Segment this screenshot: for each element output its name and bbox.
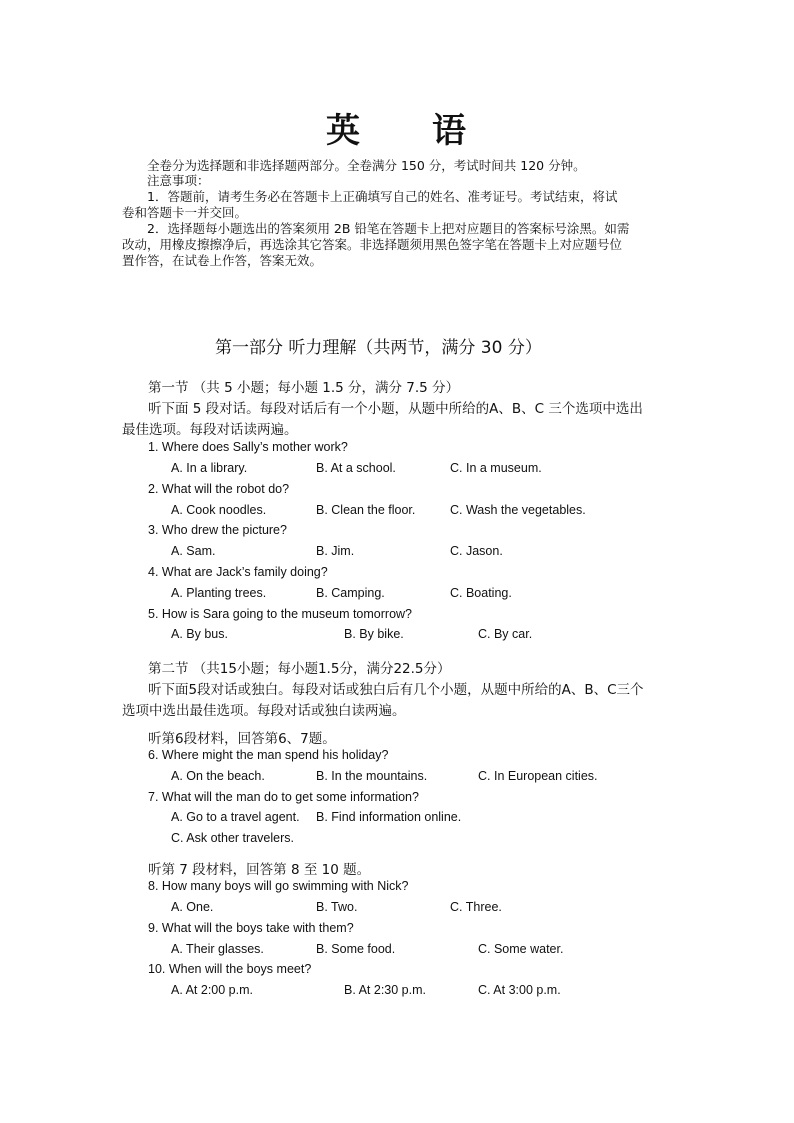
section1-instruction-line2: 最佳选项。每段对话读两遍。	[122, 422, 298, 438]
q10-option-b: B. At 2:30 p.m.	[344, 983, 426, 997]
q10-option-a: A. At 2:00 p.m.	[171, 983, 253, 997]
q7-option-c: C. Ask other travelers.	[171, 831, 294, 845]
section2-instruction-line2: 选项中选出最佳选项。每段对话或独白读两遍。	[122, 703, 406, 719]
notice-item2-line2: 改动，用橡皮擦擦净后，再选涂其它答案。非选择题须用黑色签字笔在答题卡上对应题号位	[122, 237, 623, 252]
title-char-2: 语	[432, 111, 468, 151]
q2-option-b: B. Clean the floor.	[316, 503, 416, 517]
notice-intro: 全卷分为选择题和非选择题两部分。全卷满分 150 分，考试时间共 120 分钟。	[147, 158, 586, 173]
part1-title: 第一部分 听力理解（共两节，满分 30 分）	[215, 338, 542, 358]
question-4: 4. What are Jack’s family doing?	[148, 565, 328, 579]
section2-title: 第二节 （共15小题；每小题1.5分，满分22.5分）	[148, 661, 451, 677]
notice-item1-line1: 1．答题前，请考生务必在答题卡上正确填写自己的姓名、准考证号。考试结束，将试	[147, 189, 618, 204]
question-8: 8. How many boys will go swimming with Nick?	[148, 879, 409, 893]
question-6: 6. Where might the man spend his holiday?	[148, 748, 389, 762]
q1-option-a: A. In a library.	[171, 461, 248, 475]
question-7: 7. What will the man do to get some information?	[148, 790, 419, 804]
question-1: 1. Where does Sally’s mother work?	[148, 440, 348, 454]
section1-title: 第一节 （共 5 小题；每小题 1.5 分，满分 7.5 分）	[148, 380, 460, 396]
title-char-1: 英	[326, 111, 362, 151]
q5-option-a: A. By bus.	[171, 627, 228, 641]
q8-option-a: A. One.	[171, 900, 214, 914]
q5-option-c: C. By car.	[478, 627, 533, 641]
q7-option-b: B. Find information online.	[316, 810, 462, 824]
q1-option-c: C. In a museum.	[450, 461, 542, 475]
q8-option-c: C. Three.	[450, 900, 502, 914]
q4-option-a: A. Planting trees.	[171, 586, 267, 600]
notice-item2-line3: 置作答，在试卷上作答，答案无效。	[122, 253, 323, 268]
q10-option-c: C. At 3:00 p.m.	[478, 983, 561, 997]
notice-item2-line1: 2．选择题每小题选出的答案须用 2B 铅笔在答题卡上把对应题目的答案标号涂黑。如需	[147, 221, 630, 236]
material-7-heading: 听第 7 段材料，回答第 8 至 10 题。	[148, 862, 371, 878]
q3-option-a: A. Sam.	[171, 544, 216, 558]
notice-item1-line2: 卷和答题卡一并交回。	[122, 205, 248, 220]
q3-option-c: C. Jason.	[450, 544, 503, 558]
q2-option-a: A. Cook noodles.	[171, 503, 267, 517]
q2-option-c: C. Wash the vegetables.	[450, 503, 586, 517]
question-5: 5. How is Sara going to the museum tomorrow?	[148, 607, 413, 621]
notice-heading: 注意事项：	[147, 173, 210, 188]
question-9: 9. What will the boys take with them?	[148, 921, 354, 935]
section1-instruction-line1: 听下面 5 段对话。每段对话后有一个小题，从题中所给的A、B、C 三个选项中选出	[148, 401, 643, 417]
section2-instruction-line1: 听下面5段对话或独白。每段对话或独白后有几个小题，从题中所给的A、B、C三个	[148, 682, 644, 698]
question-2: 2. What will the robot do?	[148, 482, 290, 496]
q6-option-a: A. On the beach.	[171, 769, 265, 783]
q9-option-c: C. Some water.	[478, 942, 564, 956]
q1-option-b: B. At a school.	[316, 461, 396, 475]
material-6-heading: 听第6段材料，回答第6、7题。	[148, 731, 336, 747]
q7-option-a: A. Go to a travel agent.	[171, 810, 300, 824]
q4-option-b: B. Camping.	[316, 586, 385, 600]
q5-option-b: B. By bike.	[344, 627, 404, 641]
q4-option-c: C. Boating.	[450, 586, 512, 600]
q9-option-b: B. Some food.	[316, 942, 396, 956]
question-3: 3. Who drew the picture?	[148, 523, 287, 537]
q3-option-b: B. Jim.	[316, 544, 355, 558]
q9-option-a: A. Their glasses.	[171, 942, 264, 956]
q6-option-b: B. In the mountains.	[316, 769, 428, 783]
q6-option-c: C. In European cities.	[478, 769, 598, 783]
question-10: 10. When will the boys meet?	[148, 962, 312, 976]
page-title	[0, 103, 794, 152]
q8-option-b: B. Two.	[316, 900, 358, 914]
